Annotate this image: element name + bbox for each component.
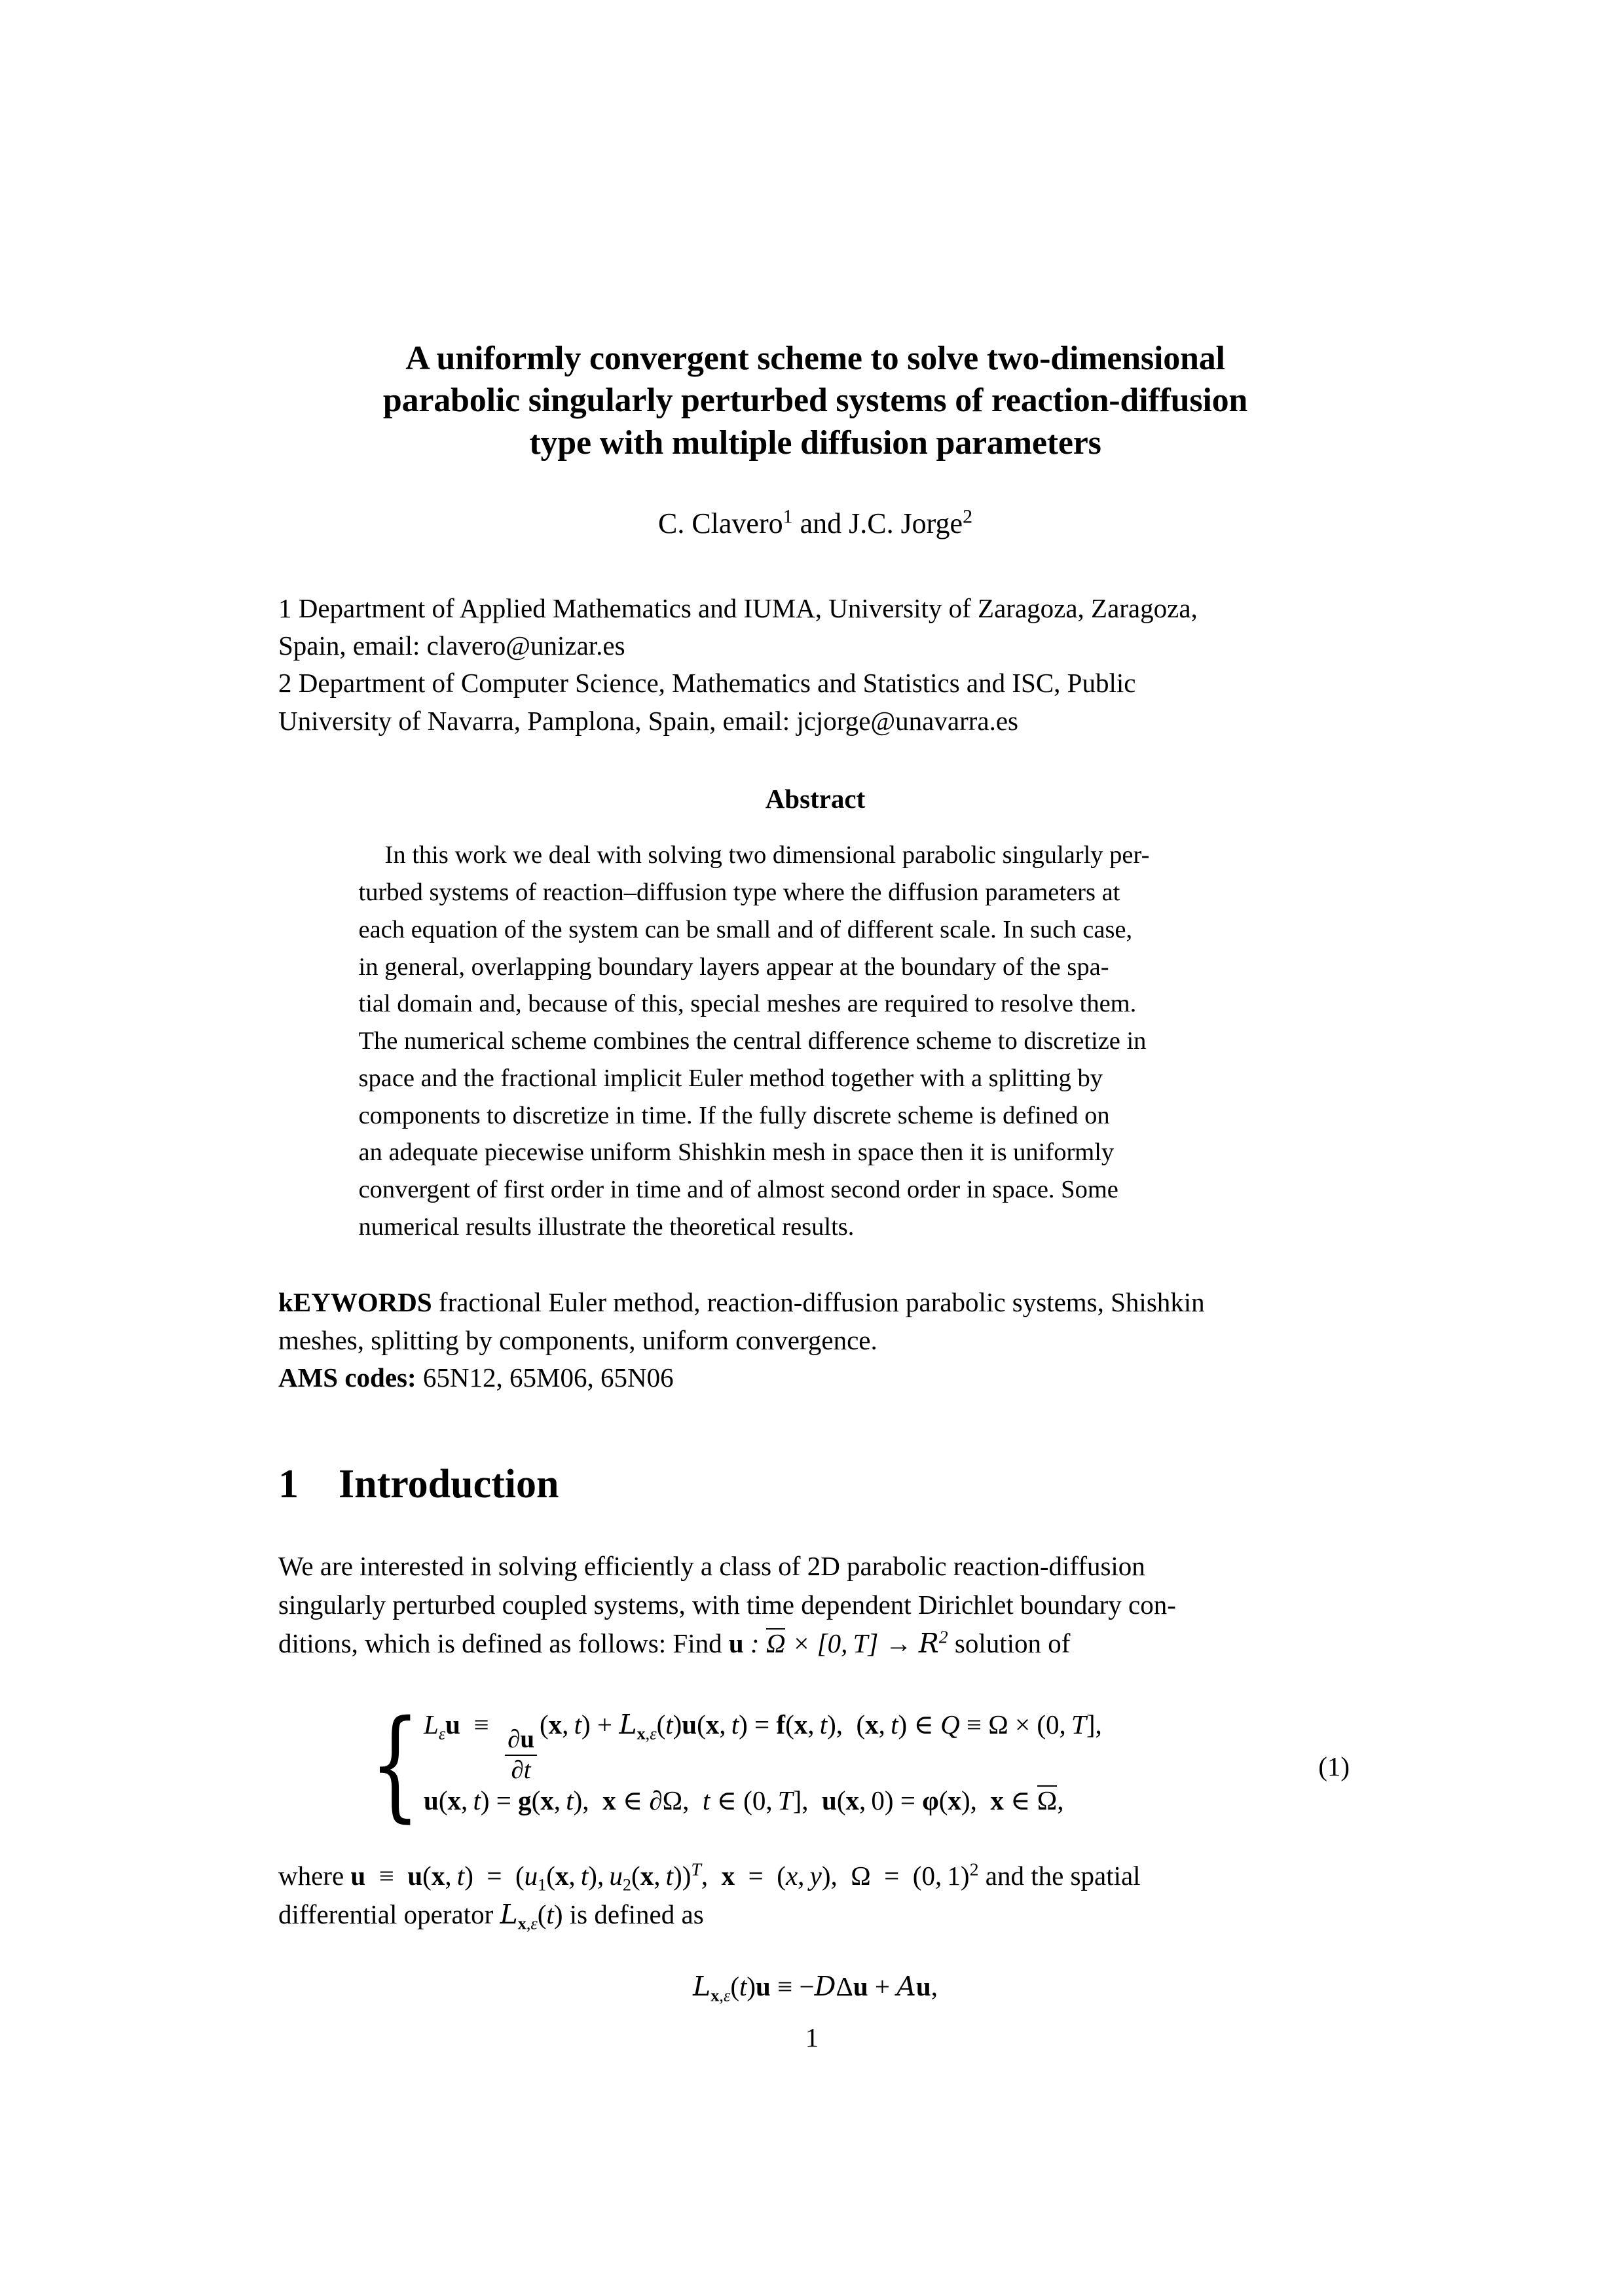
keywords-block: [278, 1284, 1352, 1360]
affiliation-line-3: 2 Department of Computer Science, Mathematics and Statistics and ISC, Public: [278, 668, 1136, 699]
abstract-line-4: in general, overlapping boundary layers appear at the boundary of the spa-: [358, 953, 1109, 981]
equation-1-line-1: $L_\varepsilon u$ ≡ $\frac{\partial u}{\partial t}$ (x, $t) + L_{x,\varepsilon}(t)u(x$, t) = f(x, t), (x, t) ∈ Q ≡ Ω × (0, T],: [424, 1708, 1102, 1784]
abstract-line-8: components to discretize in time. If the fully discrete scheme is defined on: [358, 1101, 1110, 1129]
equation-1-tag: (1): [1318, 1751, 1350, 1781]
equation-1-line-2: u(x, t) = g(x, t), x ∈ ∂Ω, t ∈ (0, T], u(x, 0) = φ(x), x ∈ Ω,: [424, 1785, 1064, 1815]
abstract-line-6: The numerical scheme combines the central difference scheme to discretize in: [358, 1027, 1147, 1055]
abstract-line-11: numerical results illustrate the theoretical results.: [358, 1212, 855, 1241]
abstract-line-7: space and the fractional implicit Euler method together with a splitting by: [358, 1064, 1103, 1092]
section-number: 1: [278, 1462, 299, 1507]
where-paragraph: [278, 1857, 1352, 1934]
affiliation-line-2: Spain, email: clavero@unizar.es: [278, 630, 625, 661]
intro-line-3-tail: solution of: [948, 1628, 1071, 1658]
introduction-paragraph-1: [278, 1547, 1352, 1663]
abstract-line-10: convergent of first order in time and of almost second order in space. Some: [358, 1176, 1118, 1204]
keywords-value-line-1: fractional Euler method, reaction-diffusion parabolic systems, Shishkin: [438, 1286, 1205, 1317]
title-line-1: A uniformly convergent scheme to solve two-dimensional: [405, 340, 1225, 377]
equation-2: $L_{x,\varepsilon}(t)u \equiv -D\Delta u + Au$,: [693, 1970, 938, 2005]
abstract-line-1: In this work we deal with solving two dimensional parabolic singularly per-: [384, 841, 1150, 869]
page-content: [278, 338, 1352, 2005]
equation-2-block: [278, 1970, 1352, 2005]
affiliation-line-4: University of Navarra, Pamplona, Spain, email: jcjorge@unavarra.es: [278, 705, 1018, 736]
intro-line-1: We are interested in solving efficiently a class of 2D parabolic reaction-diffusion: [278, 1550, 1145, 1581]
keywords-label: kEYWORDS: [278, 1286, 432, 1317]
author-1: C. Clavero: [657, 507, 783, 540]
intro-inline-math: u : Ω × [0, $T] \to R^2$: [728, 1627, 948, 1659]
intro-line-3: [278, 1624, 1352, 1663]
abstract-line-9: an adequate piecewise uniform Shishkin mesh in space then it is uniformly: [358, 1139, 1115, 1167]
page-title: [278, 338, 1352, 464]
intro-line-2: singularly perturbed coupled systems, with time dependent Dirichlet boundary con-: [278, 1589, 1176, 1620]
title-line-3: type with multiple diffusion parameters: [529, 424, 1101, 462]
author-conjunction: and J.C. Jorge: [792, 507, 963, 540]
ams-codes-block: [278, 1359, 1352, 1397]
abstract-body: [359, 837, 1272, 1246]
abstract-line-5: tial domain and, because of this, special meshes are required to resolve them.: [358, 990, 1137, 1018]
affiliation-line-1: 1 Department of Applied Mathematics and IUMA, University of Zaragoza, Zaragoza,: [278, 592, 1198, 623]
page-number: 1: [805, 2022, 819, 2052]
affiliation-block: [278, 590, 1352, 740]
keywords-line-2: meshes, splitting by components, uniform convergence.: [278, 1324, 877, 1355]
section-heading-introduction: [278, 1460, 1352, 1508]
ams-codes-label: AMS codes:: [278, 1362, 416, 1393]
ams-codes-value: 65N12, 65M06, 65N06: [422, 1362, 674, 1393]
abstract-heading: Abstract: [765, 784, 866, 814]
equation-1-block: [278, 1694, 1352, 1834]
keywords-line-1: [278, 1284, 1352, 1322]
abstract-line-3: each equation of the system can be small and of different scale. In such case,: [358, 915, 1133, 943]
intro-line-3-text: ditions, which is defined as follows: Find: [278, 1628, 729, 1658]
author-list: [278, 505, 1352, 542]
author-2-affiliation-marker: 2: [963, 505, 973, 528]
author-1-affiliation-marker: 1: [783, 505, 793, 528]
section-title: Introduction: [339, 1462, 559, 1507]
abstract-line-2: turbed systems of reaction–diffusion type where the diffusion parameters at: [358, 878, 1120, 906]
where-line-2: differential operator $L_{x,\varepsilon}(t)$ is defined as: [278, 1898, 704, 1933]
where-line-1: where u ≡ u(x, $t) = (u_1(x$, t), $u_2(x$, t))$^T$, x = (x, y), Ω = (0, 1)$^2$ and the spatial: [278, 1859, 1141, 1895]
equation-1-brace: {: [370, 1694, 420, 1834]
title-line-2: parabolic singularly perturbed systems of reaction-diffusion: [382, 382, 1248, 420]
